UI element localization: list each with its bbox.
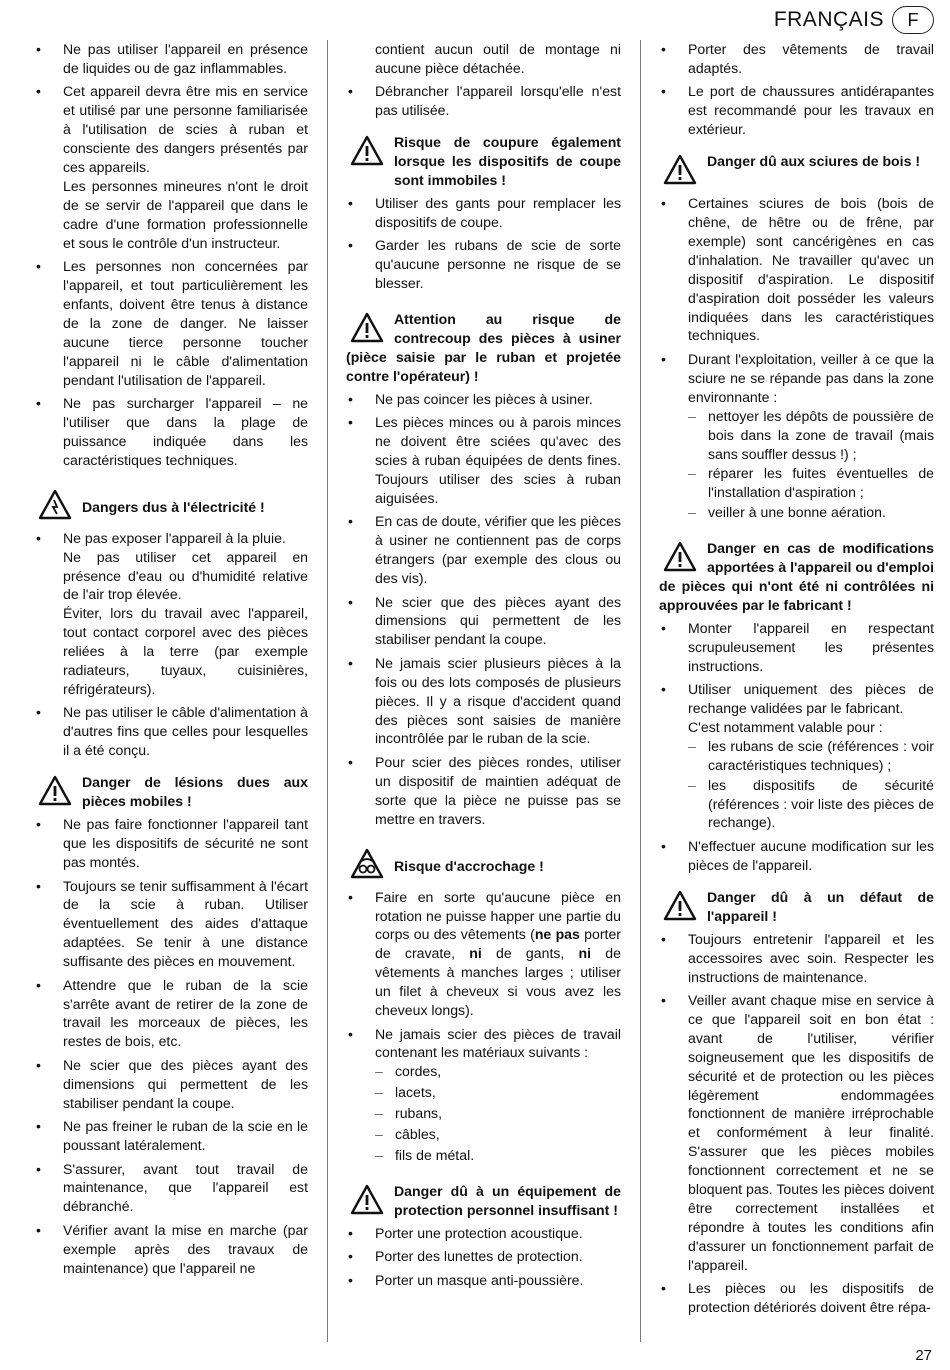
sub-list-item: – réparer les fuites éventuelles de l'installation d'aspiration ; — [688, 464, 934, 502]
list-item: • Porter un masque anti-poussière. — [346, 1271, 621, 1290]
warning-icon — [38, 775, 72, 806]
list-item: • Certaines sciures de bois (bois de chêne, de hêtre ou de frêne, par exemple) sont cancérigènes en cas d'inhalation. Ne travailler qu'avec un dispositif d'aspiration. Le dispositif d'aspiration doit posséder les valeurs indiquées dans les caractéristiques techniques. — [659, 194, 934, 345]
list-item: • Les pièces minces ou à parois minces ne doivent être sciées qu'avec des scies à ruban équipées de dents fines. Toujours utiliser des scies à ruban aiguisées. — [346, 413, 621, 508]
list-item: • Veiller avant chaque mise en service à ce que l'appareil soit en bon état : avant de l'utiliser, vérifier soigneusement que les dispositifs de sécurité et de protection ou les pièces légèrement endommagées fonctionnent de manière irréprochable et conformément à leur finalité. S'assurer que les pièces mobiles fonctionnent correctement et ne se bloquent pas. Toutes les pièces doivent être correctement installées et répondre à toutes les conditions afin d'assurer un fonctionnement parfait de l'appareil. — [659, 991, 934, 1275]
sub-list-item: – câbles, — [375, 1125, 621, 1144]
list-item — [346, 888, 621, 1020]
page-header — [774, 6, 934, 34]
list-item: • Garder les rubans de scie de sorte qu'aucune personne ne risque de se blesser. — [346, 236, 621, 293]
list-item: • Ne jamais scier des pièces de travail contenant les matériaux suivants : — [346, 1025, 621, 1063]
sub-list-item: – lacets, — [375, 1083, 621, 1102]
sub-list-item: – les dispositifs de sécurité (références : voir liste des pièces de rechange). — [688, 776, 934, 833]
page-number: 27 — [915, 1347, 932, 1364]
list-item: • Vérifier avant la mise en marche (par exemple après des travaux de maintenance) que l'appareil ne — [34, 1221, 308, 1278]
list-item: • Ne pas freiner le ruban de la scie en le poussant latéralement. — [34, 1117, 308, 1155]
warning-heading-text: Risque de coupure également lorsque les dispositifs de coupe sont immobiles ! — [394, 134, 621, 189]
warning-heading-moving-parts — [34, 773, 308, 811]
list-item: • Porter des lunettes de protection. — [346, 1247, 621, 1266]
sub-list — [659, 737, 934, 833]
list-item-text: de vêtements à manches larges ; utiliser un filet à cheveux si vous avez les cheveux longs). — [375, 945, 621, 1019]
warning-heading-entanglement — [346, 846, 621, 884]
column-1 — [34, 40, 308, 1282]
warning-heading-cut — [346, 133, 621, 190]
list-item: • Les pièces ou les dispositifs de protection détériorés doivent être répa- — [659, 1279, 934, 1317]
list-item: • Ne pas surcharger l'appareil – ne l'utiliser que dans la plage de puissance indiquée dans les caractéristiques techniques. — [34, 394, 308, 470]
sub-list-item: – fils de métal. — [375, 1146, 621, 1165]
column-divider — [640, 40, 641, 1342]
sub-list-item: – cordes, — [375, 1062, 621, 1081]
list-item: • En cas de doute, vérifier que les pièces à usiner ne contiennent pas de corps étrangers (par exemple des clous ou des vis). — [346, 512, 621, 588]
warning-heading-defect — [659, 888, 934, 926]
warning-heading-text: Attention au risque de contrecoup des pièces à usiner (pièce saisie par le ruban et projetée contre l'opérateur) ! — [346, 311, 621, 384]
warning-heading-text: Danger en cas de modifications apportées à l'appareil ou d'emploi de pièces qui n'ont été ni contrôlées ni approuvées par le fabricant ! — [659, 540, 934, 613]
list-item-text: Faire en sorte qu'aucune pièce en rotation ne puisse happer une partie du corps ou des vêtements ( — [375, 888, 621, 943]
list-item: • Débrancher l'appareil lorsqu'elle n'est pas utilisée. — [346, 82, 621, 120]
list-item: • Porter des vêtements de travail adaptés. — [659, 40, 934, 78]
warning-heading-text: Danger dû à un défaut de l'appareil ! — [707, 888, 934, 924]
list-item: • Monter l'appareil en respectant scrupuleusement les présentes instructions. — [659, 619, 934, 676]
list-item: • Ne scier que des pièces ayant des dimensions qui permettent de les stabiliser pendant la coupe. — [34, 1056, 308, 1113]
list-item: • S'assurer, avant tout travail de maintenance, que l'appareil est débranché. — [34, 1160, 308, 1217]
list-item: • Toujours entretenir l'appareil et les accessoires avec soin. Respecter les instructions de maintenance. — [659, 930, 934, 987]
list-item: • Ne scier que des pièces ayant des dimensions qui permettent de les stabiliser pendant la coupe. — [346, 593, 621, 650]
list-item: • Utiliser uniquement des pièces de rechange validées par le fabricant. — [659, 680, 934, 718]
warning-heading-text: Danger de lésions dues aux pièces mobiles ! — [82, 774, 308, 810]
column-3 — [659, 40, 934, 1322]
list-item: • Cet appareil devra être mis en service et utilisé par une personne familiarisée à l'utilisation de scies à ruban et consciente des dangers présentés par ces appareils. — [34, 82, 308, 177]
electric-warning-icon — [38, 489, 72, 520]
list-item: • Ne pas coincer les pièces à usiner. — [346, 390, 621, 409]
list-item: • Toujours se tenir suffisamment à l'écart de la scie à ruban. Utiliser éventuellement des aides d'attaque adaptées. Se tenir à une distance suffisante des pièces en mouvement. — [34, 877, 308, 972]
list-item: • Attendre que le ruban de la scie s'arrête avant de retirer de la zone de travail les morceaux de pièces, les restes de bois, etc. — [34, 976, 308, 1052]
warning-heading-text: Danger dû aux sciures de bois ! — [707, 153, 921, 170]
list-item: • Durant l'exploitation, veiller à ce que la sciure ne se répande pas dans la zone environnante : — [659, 350, 934, 407]
warning-icon — [350, 1184, 384, 1215]
list-item: • N'effectuer aucune modification sur les pièces de l'appareil. — [659, 837, 934, 875]
warning-heading-ppe — [346, 1182, 621, 1220]
list-item-text: de gants, — [481, 945, 579, 962]
list-item: • Ne pas exposer l'appareil à la pluie. — [34, 529, 308, 548]
warning-icon — [350, 312, 384, 343]
emphasis: ni — [469, 945, 482, 962]
list-item-continuation: C'est notamment valable pour : — [688, 718, 883, 735]
list-item: • Ne jamais scier plusieurs pièces à la fois ou des lots composés de plusieurs pièces. Il y a risque d'accident quand des pièces sont saisies de manière incontrôlée par le ruban de la scie. — [346, 654, 621, 749]
list-item: • Les personnes non concernées par l'appareil, et tout particulièrement les enfants, doivent être tenus à distance de la zone de danger. Ne laisser aucune tierce personne toucher l'appareil ni le câble d'alimentation pendant l'utilisation de l'appareil. — [34, 257, 308, 389]
sub-list — [659, 407, 934, 522]
warning-icon — [663, 541, 697, 572]
list-item: • Ne pas utiliser le câble d'alimentation à d'autres fins que celles pour lesquelles il a été conçu. — [34, 703, 308, 760]
list-item: • Ne pas faire fonctionner l'appareil tant que les dispositifs de sécurité ne sont pas montés. — [34, 815, 308, 872]
sub-list-item: – nettoyer les dépôts de poussière de bois dans la zone de travail (mais sans souffler dessus !) ; — [688, 407, 934, 464]
entanglement-warning-icon — [350, 848, 384, 879]
list-item: • Porter une protection acoustique. — [346, 1224, 621, 1243]
list-item-text: porter de cravate, — [375, 926, 621, 962]
list-item-continuation: Ne pas utiliser cet appareil en présence d'eau ou d'humidité relative de l'air trop élevée. — [63, 548, 308, 603]
warning-icon — [663, 154, 697, 185]
warning-heading-modifications — [659, 539, 934, 615]
sub-list-item: – rubans, — [375, 1104, 621, 1123]
emphasis: ni — [578, 945, 592, 962]
list-item: • Pour scier des pièces rondes, utiliser un dispositif de maintien adéquat de sorte que la pièce ne puisse pas se mettre en travers. — [346, 753, 621, 829]
language-label: FRANÇAIS — [773, 8, 884, 31]
warning-icon — [663, 890, 697, 921]
warning-heading-text: Danger dû à un équipement de protection personnel insuffisant ! — [394, 1182, 621, 1218]
warning-heading-wood-dust — [659, 152, 934, 190]
warning-icon — [350, 135, 384, 166]
list-item-continuation: Les personnes mineures n'ont le droit de se servir de l'appareil que dans le cadre d'une formation professionnelle et sous le contrôle d'un instructeur. — [63, 177, 308, 251]
emphasis: ne pas — [534, 926, 580, 943]
list-item-continuation: Éviter, lors du travail avec l'appareil, tout contact corporel avec des pièces reliées à la terre (par exemple radiateurs, tuyaux, cuisinières, réfrigérateurs). — [63, 605, 308, 697]
warning-heading-text: Risque d'accrochage ! — [394, 857, 544, 874]
warning-heading-text: Dangers dus à l'électricité ! — [82, 498, 265, 515]
sub-list-item: – les rubans de scie (références : voir caractéristiques techniques) ; — [688, 737, 934, 775]
list-item-continuation: contient aucun outil de montage ni aucune pièce détachée. — [375, 41, 621, 76]
list-item: • Le port de chaussures antidérapantes est recommandé pour les travaux en extérieur. — [659, 82, 934, 139]
language-badge: F — [892, 6, 934, 34]
list-item: • Utiliser des gants pour remplacer les dispositifs de coupe. — [346, 194, 621, 232]
warning-heading-kickback — [346, 310, 621, 386]
sub-list — [346, 1062, 621, 1165]
column-2 — [346, 40, 621, 1294]
warning-heading-electricity — [34, 487, 308, 525]
column-divider — [327, 40, 328, 1342]
sub-list-item: – veiller à une bonne aération. — [688, 503, 934, 522]
list-item: • Ne pas utiliser l'appareil en présence de liquides ou de gaz inflammables. — [34, 40, 308, 78]
